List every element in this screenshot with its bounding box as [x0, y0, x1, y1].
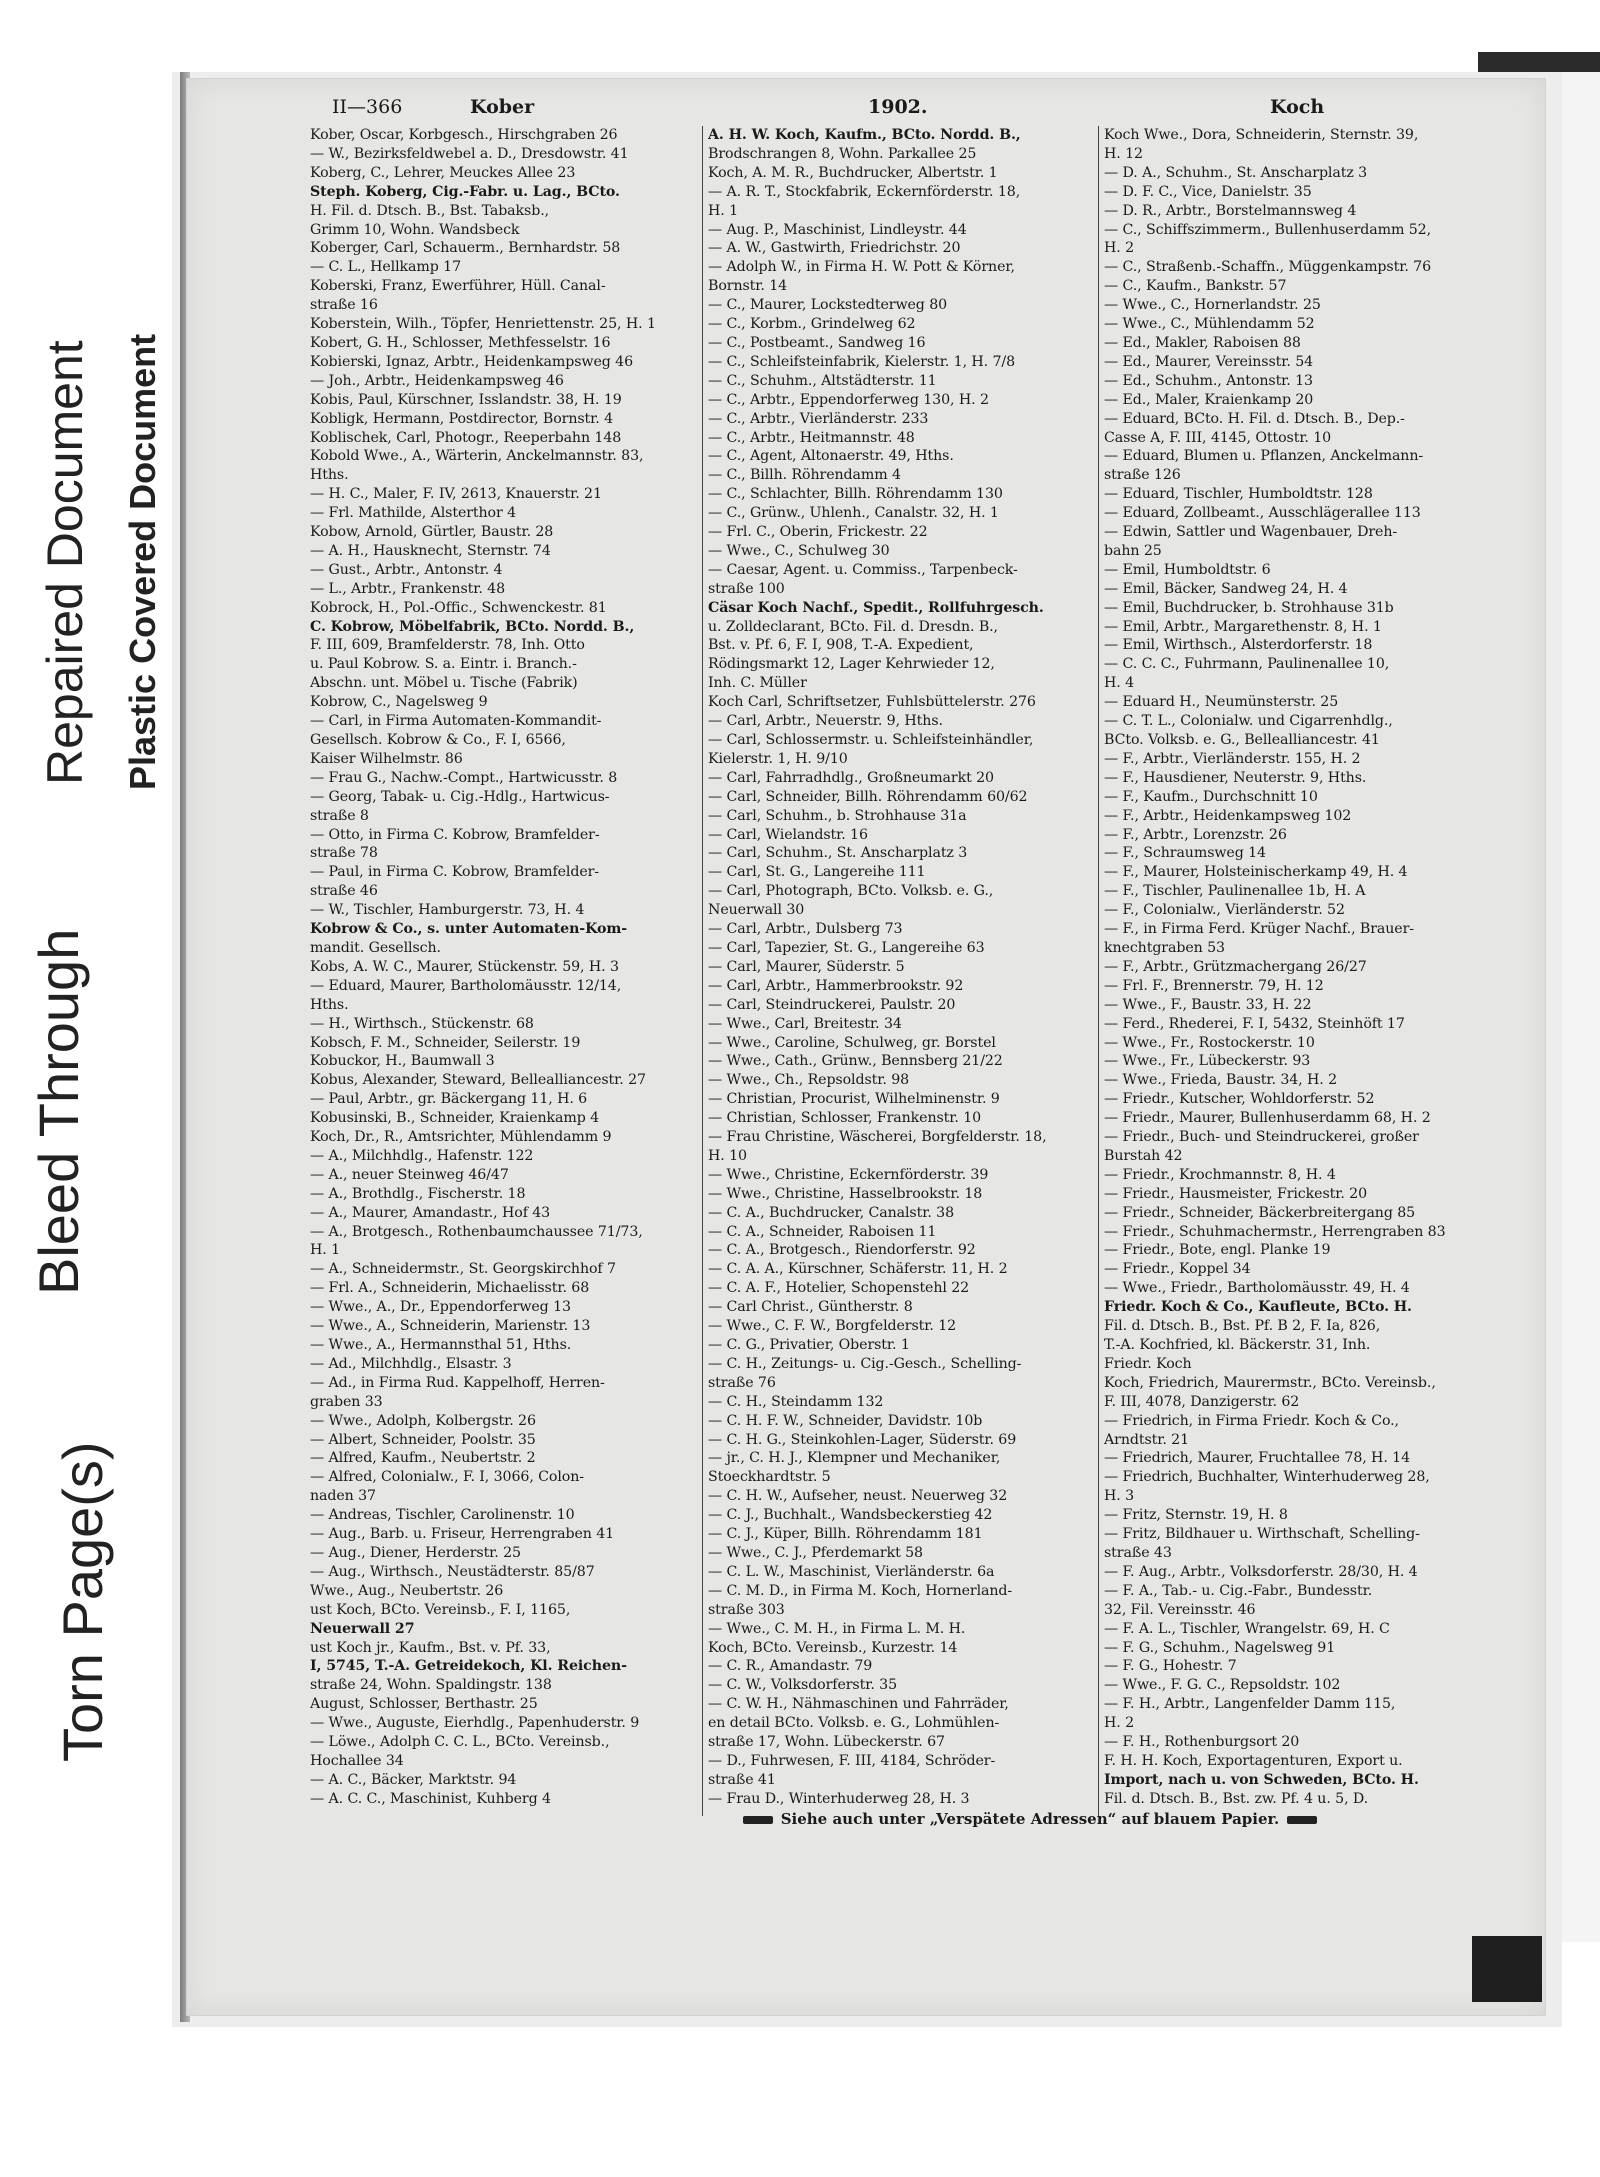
column-divider	[702, 126, 703, 1816]
directory-entry: — Wwe., Fr., Lübeckerstr. 93	[1104, 1053, 1311, 1070]
directory-entry: T.-A. Kochfried, kl. Bäckerstr. 31, Inh.	[1104, 1337, 1371, 1353]
directory-entry: — Frau Christine, Wäscherei, Borgfelderstr. 18,	[708, 1129, 1047, 1146]
directory-entry: H. 1	[708, 202, 739, 219]
torn-pages-label: Torn Page(s)	[51, 1441, 114, 1762]
directory-entry: — Wwe., F., Baustr. 33, H. 22	[1104, 996, 1312, 1013]
directory-entry: — Georg, Tabak- u. Cig.-Hdlg., Hartwicus-	[310, 788, 610, 805]
directory-column-left	[310, 126, 702, 1806]
directory-entry: — Friedrich, Maurer, Fruchtallee 78, H. 14	[1104, 1450, 1411, 1467]
directory-entry: Koch, Dr., R., Amtsrichter, Mühlendamm 9	[310, 1129, 612, 1146]
directory-entry: — C. R., Amandastr. 79	[708, 1658, 873, 1675]
directory-entry: — Eduard, BCto. H. Fil. d. Dtsch. B., Dep.-	[1104, 410, 1405, 427]
directory-entry: Koberg, C., Lehrer, Meuckes Allee 23	[310, 164, 576, 181]
directory-entry: — F., Kaufm., Durchschnitt 10	[1104, 788, 1318, 805]
directory-entry: Kobow, Arnold, Gürtler, Baustr. 28	[310, 524, 554, 541]
directory-entry: Grimm 10, Wohn. Wandsbeck	[310, 221, 520, 238]
directory-entry: straße 17, Wohn. Lübeckerstr. 67	[708, 1734, 945, 1751]
directory-entry: mandit. Gesellsch.	[310, 939, 441, 956]
directory-entry: — Carl, Steindruckerei, Paulstr. 20	[708, 996, 956, 1013]
directory-entry: Arndtstr. 21	[1104, 1431, 1190, 1448]
directory-entry: H. 10	[708, 1147, 747, 1164]
directory-entry: straße 303	[708, 1601, 785, 1618]
directory-entry: — Eduard, Tischler, Humboldtstr. 128	[1104, 486, 1373, 503]
directory-entry: — C., Straßenb.-Schaffn., Müggenkampstr. 76	[1104, 259, 1431, 276]
directory-entry: — C. J., Buchhalt., Wandsbeckerstieg 42	[708, 1507, 993, 1524]
directory-entry: — Wwe., F. G. C., Repsoldstr. 102	[1104, 1677, 1341, 1694]
directory-entry: 32, Fil. Vereinsstr. 46	[1104, 1601, 1256, 1618]
directory-entry: — Ad., in Firma Rud. Kappelhoff, Herren-	[310, 1374, 605, 1391]
header-left-keyword: Kober	[470, 96, 535, 118]
directory-entry: — C., Korbm., Grindelweg 62	[708, 316, 916, 333]
directory-entry: — Carl, St. G., Langereihe 111	[708, 864, 926, 881]
directory-entry: — Eduard, Zollbeamt., Ausschlägerallee 113	[1104, 505, 1421, 522]
directory-entry: — Paul, in Firma C. Kobrow, Bramfelder-	[310, 864, 599, 881]
directory-entry: u. Zolldeclarant, BCto. Fil. d. Dresdn. B.,	[708, 618, 998, 635]
directory-entry: — Wwe., Christine, Hasselbrookstr. 18	[708, 1185, 983, 1202]
header-right-keyword: Koch	[1270, 96, 1325, 118]
directory-entry: — Fritz, Bildhauer u. Wirthschaft, Schelling-	[1104, 1526, 1420, 1543]
directory-entry: Koch Wwe., Dora, Schneiderin, Sternstr. 39,	[1104, 127, 1419, 143]
directory-entry: Steph. Koberg, Cig.-Fabr. u. Lag., BCto.	[310, 183, 620, 200]
directory-entry: — Wwe., Frieda, Baustr. 34, H. 2	[1104, 1072, 1338, 1089]
directory-entry: — H. C., Maler, F. IV, 2613, Knauerstr. 21	[310, 486, 602, 503]
directory-entry: — W., Tischler, Hamburgerstr. 73, H. 4	[310, 902, 585, 919]
directory-entry: H. 2	[1104, 1715, 1135, 1732]
directory-entry: — Friedr., Buch- und Steindruckerei, großer	[1104, 1129, 1419, 1146]
scan-edge-bar-top	[1478, 52, 1600, 74]
directory-entry: — Friedr., Kutscher, Wohldorferstr. 52	[1104, 1091, 1375, 1108]
directory-entry: — C., Arbtr., Eppendorferweg 130, H. 2	[708, 391, 989, 408]
directory-entry: knechtgraben 53	[1104, 939, 1225, 956]
directory-entry: — C., Schuhm., Altstädterstr. 11	[708, 372, 937, 389]
directory-entry: — Friedr., Krochmannstr. 8, H. 4	[1104, 1166, 1336, 1183]
page-footer-note	[600, 1810, 1460, 1828]
directory-entry: — Wwe., Christine, Eckernförderstr. 39	[708, 1166, 989, 1183]
directory-entry: — Friedr., Maurer, Bullenhuserdamm 68, H. 2	[1104, 1110, 1431, 1127]
directory-entry: — Wwe., Caroline, Schulweg, gr. Borstel	[708, 1034, 996, 1051]
directory-entry: Fil. d. Dtsch. B., Bst. zw. Pf. 4 u. 5, D.	[1104, 1790, 1369, 1806]
directory-entry: — Friedrich, Buchhalter, Winterhuderweg 28,	[1104, 1469, 1430, 1486]
directory-entry: — C. J., Küper, Billh. Röhrendamm 181	[708, 1526, 983, 1543]
directory-entry: Burstah 42	[1104, 1147, 1183, 1164]
directory-entry: — Carl, Schuhm., b. Strohhause 31a	[708, 807, 967, 824]
directory-entry: — Carl, Schuhm., St. Anscharplatz 3	[708, 845, 968, 862]
directory-entry: ust Koch, BCto. Vereinsb., F. I, 1165,	[310, 1601, 571, 1618]
directory-entry: — Wwe., C. F. W., Borgfelderstr. 12	[708, 1318, 957, 1335]
directory-entry: — Ed., Maurer, Vereinsstr. 54	[1104, 353, 1314, 370]
directory-entry: Kaiser Wilhelmstr. 86	[310, 750, 463, 767]
directory-entry: August, Schlosser, Berthastr. 25	[310, 1696, 538, 1713]
directory-entry: — C. H., Steindamm 132	[708, 1393, 884, 1410]
directory-entry: — Ad., Milchhdlg., Elsastr. 3	[310, 1355, 512, 1372]
directory-entry: — Caesar, Agent. u. Commiss., Tarpenbeck-	[708, 561, 1018, 578]
directory-entry: — Wwe., A., Dr., Eppendorferweg 13	[310, 1299, 571, 1316]
directory-entry: — C. L., Hellkamp 17	[310, 259, 462, 276]
directory-entry: — C. T. L., Colonialw. und Cigarrenhdlg.,	[1104, 713, 1393, 730]
directory-entry: Neuerwall 30	[708, 902, 805, 919]
directory-entry: — F. H., Rothenburgsort 20	[1104, 1734, 1300, 1751]
directory-entry: Import, nach u. von Schweden, BCto. H.	[1104, 1771, 1419, 1788]
directory-entry: — Carl, Tapezier, St. G., Langereihe 63	[708, 939, 985, 956]
directory-entry: — Carl, Maurer, Süderstr. 5	[708, 958, 905, 975]
directory-entry: H. Fil. d. Dtsch. B., Bst. Tabaksb.,	[310, 202, 550, 219]
directory-entry: — Wwe., Ch., Repsoldstr. 98	[708, 1072, 910, 1089]
directory-entry: — Carl, Photograph, BCto. Volksb. e. G.,	[708, 883, 994, 900]
pointing-hand-icon	[743, 1816, 773, 1824]
directory-entry: en detail BCto. Volksb. e. G., Lohmühlen-	[708, 1715, 1000, 1732]
directory-entry: — F., Arbtr., Vierländerstr. 155, H. 2	[1104, 750, 1361, 767]
directory-entry: — Wwe., C., Schulweg 30	[708, 542, 890, 559]
directory-entry: — Carl, Arbtr., Dulsberg 73	[708, 921, 903, 938]
directory-entry: — Carl, Schneider, Billh. Röhrendamm 60/62	[708, 788, 1028, 805]
directory-entry: naden 37	[310, 1488, 376, 1505]
directory-entry: — Wwe., Carl, Breitestr. 34	[708, 1015, 902, 1032]
directory-entry: — C. L. W., Maschinist, Vierländerstr. 6a	[708, 1563, 995, 1580]
directory-entry: — Frau G., Nachw.-Compt., Hartwicusstr. 8	[310, 769, 618, 786]
directory-entry: Fil. d. Dtsch. B., Bst. Pf. B 2, F. Ia, 826,	[1104, 1318, 1381, 1335]
directory-entry: — Frl. F., Brennerstr. 79, H. 12	[1104, 977, 1324, 994]
directory-entry: — Frl. Mathilde, Alsterthor 4	[310, 505, 517, 522]
directory-entry: Koberski, Franz, Ewerführer, Hüll. Canal-	[310, 278, 606, 295]
directory-entry: — Ferd., Rhederei, F. I, 5432, Steinhöft 17	[1104, 1015, 1405, 1032]
directory-entry: — C., Schlachter, Billh. Röhrendamm 130	[708, 486, 1003, 503]
directory-entry: — F., Maurer, Holsteinischerkamp 49, H. 4	[1104, 864, 1408, 881]
directory-entry: — Gust., Arbtr., Antonstr. 4	[310, 561, 503, 578]
directory-entry: C. Kobrow, Möbelfabrik, BCto. Nordd. B.,	[310, 618, 635, 635]
directory-entry: — Emil, Arbtr., Margarethenstr. 8, H. 1	[1104, 618, 1382, 635]
directory-entry: — A. C. C., Maschinist, Kuhberg 4	[310, 1790, 551, 1806]
directory-entry: — F., Tischler, Paulinenallee 1b, H. A	[1104, 883, 1366, 900]
directory-entry: — Carl Christ., Güntherstr. 8	[708, 1299, 913, 1316]
directory-entry: — Christian, Schlosser, Frankenstr. 10	[708, 1110, 982, 1127]
directory-entry: Koberstein, Wilh., Töpfer, Henriettenstr. 25, H. 1	[310, 316, 656, 333]
directory-entry: — A., neuer Steinweg 46/47	[310, 1166, 509, 1183]
directory-entry: — A., Brotgesch., Rothenbaumchaussee 71/73,	[310, 1223, 643, 1240]
directory-entry: — A. H., Hausknecht, Sternstr. 74	[310, 542, 551, 559]
directory-entry: Wwe., Aug., Neubertstr. 26	[310, 1582, 504, 1599]
directory-entry: — C., Agent, Altonaerstr. 49, Hths.	[708, 448, 954, 465]
directory-entry: — D. F. C., Vice, Danielstr. 35	[1104, 183, 1312, 200]
directory-entry: Abschn. unt. Möbel u. Tische (Fabrik)	[310, 675, 578, 692]
directory-entry: Koch Carl, Schriftsetzer, Fuhlsbüttelerstr. 276	[708, 694, 1036, 711]
directory-entry: Hths.	[310, 467, 349, 484]
directory-entry: — Wwe., C. J., Pferdemarkt 58	[708, 1544, 923, 1561]
directory-entry: — F., Arbtr., Lorenzstr. 26	[1104, 826, 1287, 843]
directory-entry: — Wwe., C., Hornerlandstr. 25	[1104, 297, 1321, 314]
directory-entry: — Frl. A., Schneiderin, Michaelisstr. 68	[310, 1280, 590, 1297]
directory-entry: BCto. Volksb. e. G., Bellealliancestr. 41	[1104, 732, 1380, 748]
directory-entry: — Adolph W., in Firma H. W. Pott & Körner,	[708, 259, 1015, 276]
directory-entry: — Friedr., Hausmeister, Frickestr. 20	[1104, 1185, 1368, 1202]
directory-entry: — Fritz, Sternstr. 19, H. 8	[1104, 1507, 1288, 1524]
directory-entry: — Carl, Arbtr., Neuerstr. 9, Hths.	[708, 713, 943, 730]
directory-entry: — F. A. L., Tischler, Wrangelstr. 69, H. C	[1104, 1620, 1390, 1637]
directory-entry: graben 33	[310, 1393, 383, 1410]
directory-entry: — F., Colonialw., Vierländerstr. 52	[1104, 902, 1345, 919]
directory-entry: straße 24, Wohn. Spaldingstr. 138	[310, 1677, 552, 1694]
directory-entry: — D. R., Arbtr., Borstelmannsweg 4	[1104, 202, 1357, 219]
directory-entry: — F. A., Tab.- u. Cig.-Fabr., Bundesstr.	[1104, 1582, 1373, 1599]
directory-entry: straße 76	[708, 1374, 776, 1391]
directory-entry: — C. H. G., Steinkohlen-Lager, Süderstr. 69	[708, 1431, 1017, 1448]
directory-entry: — Löwe., Adolph C. C. L., BCto. Vereinsb.,	[310, 1734, 610, 1751]
directory-entry: — Carl, Fahrradhdlg., Großneumarkt 20	[708, 769, 994, 786]
directory-entry: — Aug., Diener, Herderstr. 25	[310, 1544, 521, 1561]
directory-entry: straße 46	[310, 883, 378, 900]
directory-entry: — D. A., Schuhm., St. Anscharplatz 3	[1104, 164, 1368, 181]
directory-entry: H. 4	[1104, 675, 1135, 692]
directory-entry: Kobrow, C., Nagelsweg 9	[310, 694, 488, 711]
directory-entry: straße 78	[310, 845, 378, 862]
directory-entry: H. 3	[1104, 1488, 1135, 1505]
directory-entry: — A. R. T., Stockfabrik, Eckernförderstr. 18,	[708, 183, 1021, 200]
directory-entry: Kobert, G. H., Schlosser, Methfesselstr. 16	[310, 334, 611, 351]
directory-entry: — C. H. F. W., Schneider, Davidstr. 10b	[708, 1412, 983, 1429]
directory-entry: Hochallee 34	[310, 1752, 404, 1769]
directory-entry: F. III, 4078, Danzigerstr. 62	[1104, 1393, 1300, 1410]
directory-entry: bahn 25	[1104, 542, 1162, 559]
directory-entry: — Wwe., Adolph, Kolbergstr. 26	[310, 1412, 536, 1429]
directory-entry: Gesellsch. Kobrow & Co., F. I, 6566,	[310, 732, 566, 748]
directory-entry: — F. Aug., Arbtr., Volksdorferstr. 28/30, H. 4	[1104, 1563, 1418, 1580]
directory-entry: — C., Billh. Röhrendamm 4	[708, 467, 901, 484]
directory-entry: — C. A. F., Hotelier, Schopenstehl 22	[708, 1280, 970, 1297]
directory-entry: — A., Brothdlg., Fischerstr. 18	[310, 1185, 526, 1202]
directory-entry: Kobus, Alexander, Steward, Bellealliancestr. 27	[310, 1072, 646, 1089]
directory-entry: — A. W., Gastwirth, Friedrichstr. 20	[708, 240, 961, 257]
directory-entry: Bornstr. 14	[708, 278, 788, 295]
plastic-covered-label: Plastic Covered Document	[122, 333, 163, 790]
column-divider	[1098, 126, 1099, 1816]
directory-entry: Koblischek, Carl, Photogr., Reeperbahn 148	[310, 429, 622, 446]
directory-entry: — Ed., Schuhm., Antonstr. 13	[1104, 372, 1313, 389]
directory-entry: I, 5745, T.-A. Getreidekoch, Kl. Reichen-	[310, 1658, 627, 1675]
directory-entry: Kobrock, H., Pol.-Offic., Schwenckestr. 81	[310, 599, 607, 616]
directory-entry: — Friedr., Bote, engl. Planke 19	[1104, 1242, 1331, 1259]
directory-entry: Kobold Wwe., A., Wärterin, Anckelmannstr. 83,	[310, 448, 644, 465]
directory-entry: Kobusinski, B., Schneider, Kraienkamp 4	[310, 1110, 600, 1127]
directory-entry: — Edwin, Sattler und Wagenbauer, Dreh-	[1104, 524, 1398, 541]
directory-entry: Kobrow & Co., s. unter Automaten-Kom-	[310, 921, 628, 938]
directory-entry: Kober, Oscar, Korbgesch., Hirschgraben 26	[310, 127, 618, 143]
directory-entry: — Friedr., Schneider, Bäckerbreitergang 85	[1104, 1204, 1416, 1221]
directory-entry: — Emil, Buchdrucker, b. Strohhause 31b	[1104, 599, 1394, 616]
directory-entry: — F., Arbtr., Heidenkampsweg 102	[1104, 807, 1352, 824]
directory-entry: — C., Arbtr., Heitmannstr. 48	[708, 429, 915, 446]
directory-entry: — A., Schneidermstr., St. Georgskirchhof 7	[310, 1261, 616, 1278]
directory-entry: — A., Maurer, Amandastr., Hof 43	[310, 1204, 551, 1221]
directory-entry: — Christian, Procurist, Wilhelminenstr. 9	[708, 1091, 1000, 1108]
directory-entry: Kobuckor, H., Baumwall 3	[310, 1053, 495, 1070]
page-header	[332, 96, 1538, 124]
directory-entry: Cäsar Koch Nachf., Spedit., Rollfuhrgesch.	[708, 599, 1044, 616]
directory-entry: — C. A., Buchdrucker, Canalstr. 38	[708, 1204, 954, 1221]
directory-entry: u. Paul Kobrow. S. a. Eintr. i. Branch.-	[310, 656, 577, 673]
directory-entry: — Paul, Arbtr., gr. Bäckergang 11, H. 6	[310, 1091, 588, 1108]
directory-entry: F. H. H. Koch, Exportagenturen, Export u.	[1104, 1752, 1403, 1769]
directory-entry: — C., Schiffszimmerm., Bullenhuserdamm 52,	[1104, 221, 1432, 238]
directory-entry: — Friedrich, in Firma Friedr. Koch & Co.,	[1104, 1412, 1399, 1429]
directory-entry: straße 43	[1104, 1544, 1172, 1561]
scan-edge-strip	[1556, 72, 1600, 1942]
footer-text: Siehe auch unter „Verspätete Adressen“ auf blauem Papier.	[780, 1810, 1280, 1828]
directory-entry: — C. W. H., Nähmaschinen und Fahrräder,	[708, 1696, 1009, 1713]
directory-entry: — W., Bezirksfeldwebel a. D., Dresdowstr. 41	[310, 145, 629, 162]
directory-entry: — Friedr., Koppel 34	[1104, 1261, 1251, 1278]
directory-entry: Kobs, A. W. C., Maurer, Stückenstr. 59, H. 3	[310, 958, 619, 975]
directory-entry: — F., in Firma Ferd. Krüger Nachf., Brauer-	[1104, 921, 1414, 938]
directory-entry: — Friedr., Schuhmachermstr., Herrengraben 83	[1104, 1223, 1446, 1240]
directory-entry: Brodschrangen 8, Wohn. Parkallee 25	[708, 145, 977, 162]
directory-entry: — Wwe., C., Mühlendamm 52	[1104, 316, 1315, 333]
directory-column-right	[1104, 126, 1496, 1806]
pointing-hand-icon	[1287, 1816, 1317, 1824]
directory-entry: — Eduard, Blumen u. Pflanzen, Anckelmann-	[1104, 448, 1424, 465]
directory-entry: — C., Schleifsteinfabrik, Kielerstr. 1, H. 7/8	[708, 353, 1016, 370]
directory-entry: — C. G., Privatier, Oberstr. 1	[708, 1337, 910, 1353]
directory-entry: Kobsch, F. M., Schneider, Seilerstr. 19	[310, 1034, 581, 1051]
directory-entry: — Alfred, Kaufm., Neubertstr. 2	[310, 1450, 536, 1467]
directory-entry: — A. C., Bäcker, Marktstr. 94	[310, 1771, 517, 1788]
directory-entry: A. H. W. Koch, Kaufm., BCto. Nordd. B.,	[708, 127, 1021, 143]
directory-entry: — Emil, Humboldtstr. 6	[1104, 561, 1271, 578]
directory-entry: Koch, Friedrich, Maurermstr., BCto. Vereinsb.,	[1104, 1374, 1436, 1391]
directory-entry: — L., Arbtr., Frankenstr. 48	[310, 580, 506, 597]
directory-entry: straße 100	[708, 580, 785, 597]
directory-entry: Friedr. Koch & Co., Kaufleute, BCto. H.	[1104, 1299, 1412, 1316]
directory-entry: — jr., C. H. J., Klempner und Mechaniker,	[708, 1450, 1001, 1467]
directory-entry: ust Koch jr., Kaufm., Bst. v. Pf. 33,	[310, 1639, 551, 1656]
directory-entry: Kielerstr. 1, H. 9/10	[708, 750, 848, 767]
directory-entry: straße 41	[708, 1771, 776, 1788]
directory-entry: — D., Fuhrwesen, F. III, 4184, Schröder-	[708, 1752, 996, 1769]
directory-entry: Rödingsmarkt 12, Lager Kehrwieder 12,	[708, 656, 995, 673]
directory-entry: — F., Hausdiener, Neuterstr. 9, Hths.	[1104, 769, 1367, 786]
directory-entry: — Aug. P., Maschinist, Lindleystr. 44	[708, 221, 967, 238]
directory-entry: — Wwe., Cath., Grünw., Bennsberg 21/22	[708, 1053, 1003, 1070]
directory-entry: — C., Arbtr., Vierländerstr. 233	[708, 410, 929, 427]
directory-entry: — Frl. C., Oberin, Frickestr. 22	[708, 524, 928, 541]
directory-entry: — C. W., Volksdorferstr. 35	[708, 1677, 898, 1694]
directory-entry: — Otto, in Firma C. Kobrow, Bramfelder-	[310, 826, 600, 843]
directory-entry: H. 2	[1104, 240, 1135, 257]
directory-entry: Kobligk, Hermann, Postdirector, Bornstr. 4	[310, 410, 614, 427]
directory-entry: H. 1	[310, 1242, 341, 1259]
directory-entry: — C., Kaufm., Bankstr. 57	[1104, 278, 1287, 295]
document-condition-labels	[0, 0, 170, 2177]
directory-entry: — C. A., Brotgesch., Riendorferstr. 92	[708, 1242, 976, 1259]
directory-entry: Stoeckhardtstr. 5	[708, 1469, 831, 1486]
directory-entry: — F. G., Hohestr. 7	[1104, 1658, 1237, 1675]
directory-entry: — F., Schraumsweg 14	[1104, 845, 1266, 862]
directory-entry: — Wwe., C. M. H., in Firma L. M. H.	[708, 1620, 966, 1637]
directory-entry: — C., Grünw., Uhlenh., Canalstr. 32, H. 1	[708, 505, 999, 522]
directory-entry: — Ed., Makler, Raboisen 88	[1104, 334, 1301, 351]
directory-entry: — Eduard, Maurer, Bartholomäusstr. 12/14,	[310, 977, 622, 994]
directory-entry: — C., Maurer, Lockstedterweg 80	[708, 297, 948, 314]
directory-entry: — C. A., Schneider, Raboisen 11	[708, 1223, 937, 1240]
directory-entry: — Emil, Bäcker, Sandweg 24, H. 4	[1104, 580, 1348, 597]
directory-entry: Hths.	[310, 996, 349, 1013]
directory-entry: Koberger, Carl, Schauerm., Bernhardstr. 58	[310, 240, 621, 257]
directory-entry: — Andreas, Tischler, Carolinenstr. 10	[310, 1507, 575, 1524]
directory-entry: — Joh., Arbtr., Heidenkampsweg 46	[310, 372, 564, 389]
directory-entry: — Wwe., Auguste, Eierhdlg., Papenhuderstr. 9	[310, 1715, 640, 1732]
directory-entry: — Albert, Schneider, Poolstr. 35	[310, 1431, 536, 1448]
directory-entry: — C. C. C., Fuhrmann, Paulinenallee 10,	[1104, 656, 1390, 673]
scan-edge-bar-bottom	[1472, 1936, 1542, 2002]
directory-entry: — A., Milchhdlg., Hafenstr. 122	[310, 1147, 534, 1164]
directory-entry: — Ed., Maler, Kraienkamp 20	[1104, 391, 1314, 408]
directory-entry: H. 12	[1104, 145, 1143, 162]
directory-entry: Bst. v. Pf. 6, F. I, 908, T.-A. Expedient,	[708, 637, 974, 654]
directory-entry: — H., Wirthsch., Stückenstr. 68	[310, 1015, 534, 1032]
directory-entry: — C. H., Zeitungs- u. Cig.-Gesch., Schelling-	[708, 1355, 1022, 1372]
directory-entry: Kobis, Paul, Kürschner, Isslandstr. 38, H. 19	[310, 391, 622, 408]
directory-entry: — C. H. W., Aufseher, neust. Neuerweg 32	[708, 1488, 1008, 1505]
directory-entry: Friedr. Koch	[1104, 1355, 1192, 1372]
directory-entry: — Wwe., Fr., Rostockerstr. 10	[1104, 1034, 1315, 1051]
directory-entry: — C., Postbeamt., Sandweg 16	[708, 334, 926, 351]
directory-entry: Kobierski, Ignaz, Arbtr., Heidenkampsweg 46	[310, 353, 634, 370]
directory-entry: — Alfred, Colonialw., F. I, 3066, Colon-	[310, 1469, 584, 1486]
repaired-document-label: Repaired Document	[37, 340, 93, 785]
directory-entry: Koch, BCto. Vereinsb., Kurzestr. 14	[708, 1639, 958, 1656]
directory-entry: — F. H., Arbtr., Langenfelder Damm 115,	[1104, 1696, 1396, 1713]
directory-entry: — Frau D., Winterhuderweg 28, H. 3	[708, 1790, 970, 1806]
directory-column-middle	[708, 126, 1100, 1806]
directory-entry: Inh. C. Müller	[708, 675, 807, 692]
directory-entry: Koch, A. M. R., Buchdrucker, Albertstr. 1	[708, 164, 998, 181]
directory-entry: — Wwe., A., Hermannsthal 51, Hths.	[310, 1337, 572, 1353]
directory-entry: — F. G., Schuhm., Nagelsweg 91	[1104, 1639, 1336, 1656]
directory-entry: straße 126	[1104, 467, 1181, 484]
directory-entry: — Wwe., Friedr., Bartholomäusstr. 49, H. 4	[1104, 1280, 1410, 1297]
directory-entry: — Carl, in Firma Automaten-Kommandit-	[310, 713, 602, 730]
directory-entry: — Carl, Arbtr., Hammerbrookstr. 92	[708, 977, 964, 994]
directory-entry: — F., Arbtr., Grützmachergang 26/27	[1104, 958, 1367, 975]
header-year: 1902.	[868, 96, 928, 118]
directory-entry: Neuerwall 27	[310, 1620, 415, 1637]
directory-entry: straße 16	[310, 297, 378, 314]
bleed-through-label: Bleed Through	[27, 928, 90, 1295]
page-number: II—366	[332, 96, 403, 118]
directory-entry: — C. A. A., Kürschner, Schäferstr. 11, H. 2	[708, 1261, 1008, 1278]
directory-entry: — Emil, Wirthsch., Alsterdorferstr. 18	[1104, 637, 1373, 654]
directory-entry: — Wwe., A., Schneiderin, Marienstr. 13	[310, 1318, 591, 1335]
directory-entry: — Carl, Wielandstr. 16	[708, 826, 868, 843]
directory-entry: — Aug., Barb. u. Friseur, Herrengraben 41	[310, 1526, 615, 1543]
directory-entry: — C. M. D., in Firma M. Koch, Hornerland-	[708, 1582, 1013, 1599]
directory-entry: F. III, 609, Bramfelderstr. 78, Inh. Otto	[310, 637, 585, 654]
directory-entry: — Eduard H., Neumünsterstr. 25	[1104, 694, 1339, 711]
directory-entry: — Carl, Schlossermstr. u. Schleifsteinhändler,	[708, 732, 1034, 748]
directory-entry: Casse A, F. III, 4145, Ottostr. 10	[1104, 429, 1332, 446]
directory-entry: straße 8	[310, 807, 369, 824]
directory-entry: — Aug., Wirthsch., Neustädterstr. 85/87	[310, 1563, 595, 1580]
